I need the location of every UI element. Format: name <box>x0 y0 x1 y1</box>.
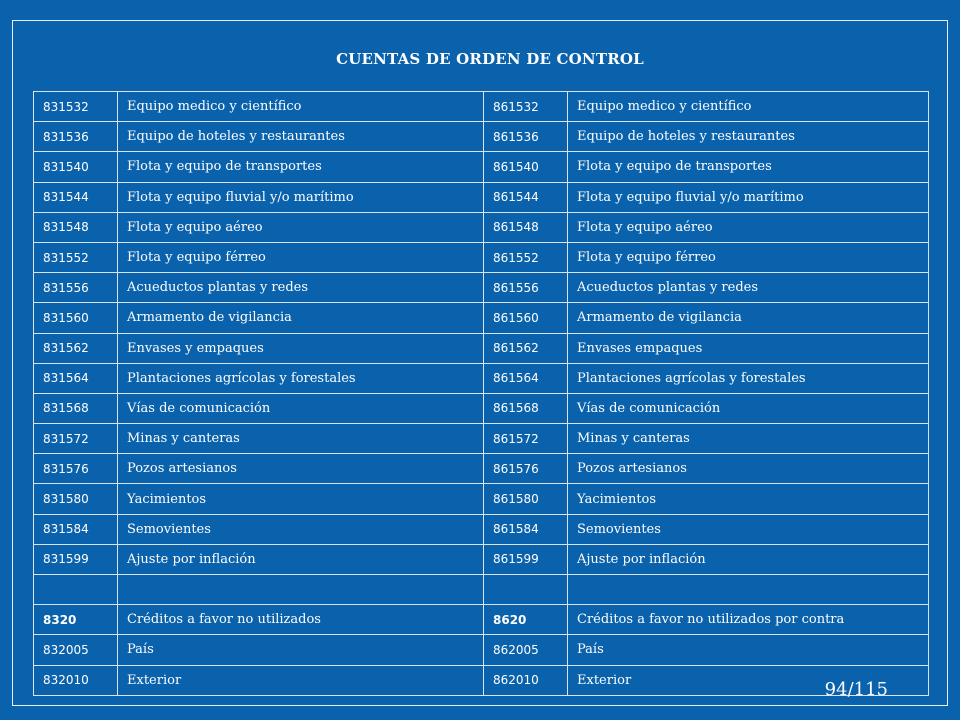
contra-account-description-cell: Flota y equipo férreo <box>568 242 929 272</box>
page-title: CUENTAS DE ORDEN DE CONTROL <box>336 50 644 68</box>
contra-account-code-cell: 861544 <box>484 182 568 212</box>
account-code-cell: 831552 <box>34 242 118 272</box>
table-row <box>34 665 929 695</box>
account-code-cell: 831568 <box>34 393 118 423</box>
contra-account-description-cell: Ajuste por inflación <box>568 544 929 574</box>
table-row <box>34 333 929 363</box>
account-description-cell: Vías de comunicación <box>118 393 484 423</box>
account-code-cell: 832005 <box>34 635 118 665</box>
contra-account-description-cell: Acueductos plantas y redes <box>568 273 929 303</box>
account-description-cell: Exterior <box>118 665 484 695</box>
account-code-cell <box>34 575 118 605</box>
contra-account-code-cell: 861568 <box>484 393 568 423</box>
account-description-cell: Ajuste por inflación <box>118 544 484 574</box>
account-code-cell: 831599 <box>34 544 118 574</box>
account-code-cell: 831562 <box>34 333 118 363</box>
contra-account-description-cell: País <box>568 635 929 665</box>
account-code-cell: 831544 <box>34 182 118 212</box>
account-description-cell: Flota y equipo férreo <box>118 242 484 272</box>
account-description-cell: Pozos artesianos <box>118 454 484 484</box>
account-description-cell: Equipo de hoteles y restaurantes <box>118 122 484 152</box>
accounts-table <box>33 91 929 696</box>
accounts-table-body <box>34 92 929 696</box>
account-description-cell: Plantaciones agrícolas y forestales <box>118 363 484 393</box>
contra-account-description-cell: Flota y equipo aéreo <box>568 212 929 242</box>
page-number: 94/115 <box>824 679 888 700</box>
contra-account-code-cell: 862010 <box>484 665 568 695</box>
contra-account-code-cell: 861548 <box>484 212 568 242</box>
contra-account-description-cell: Vías de comunicación <box>568 393 929 423</box>
table-row <box>34 273 929 303</box>
contra-account-description-cell: Equipo de hoteles y restaurantes <box>568 122 929 152</box>
contra-account-description-cell: Flota y equipo de transportes <box>568 152 929 182</box>
account-code-cell: 831572 <box>34 424 118 454</box>
contra-account-description-cell: Exterior <box>568 665 929 695</box>
contra-account-code-cell: 861572 <box>484 424 568 454</box>
contra-account-code-cell: 8620 <box>484 605 568 635</box>
contra-account-code-cell: 861556 <box>484 273 568 303</box>
table-row <box>34 152 929 182</box>
contra-account-code-cell: 861532 <box>484 92 568 122</box>
contra-account-description-cell: Envases empaques <box>568 333 929 363</box>
account-description-cell <box>118 575 484 605</box>
table-row <box>34 454 929 484</box>
contra-account-description-cell: Equipo medico y científico <box>568 92 929 122</box>
contra-account-description-cell: Flota y equipo fluvial y/o marítimo <box>568 182 929 212</box>
table-row <box>34 182 929 212</box>
contra-account-code-cell: 861540 <box>484 152 568 182</box>
contra-account-code-cell: 861560 <box>484 303 568 333</box>
account-code-cell: 831532 <box>34 92 118 122</box>
contra-account-code-cell: 861562 <box>484 333 568 363</box>
table-row <box>34 635 929 665</box>
account-code-cell: 831560 <box>34 303 118 333</box>
contra-account-code-cell: 861536 <box>484 122 568 152</box>
account-description-cell: Flota y equipo fluvial y/o marítimo <box>118 182 484 212</box>
contra-account-code-cell: 861584 <box>484 514 568 544</box>
table-row <box>34 575 929 605</box>
table-row <box>34 92 929 122</box>
table-row <box>34 212 929 242</box>
table-row <box>34 393 929 423</box>
table-row <box>34 544 929 574</box>
account-description-cell: Equipo medico y científico <box>118 92 484 122</box>
account-code-cell: 832010 <box>34 665 118 695</box>
table-row <box>34 514 929 544</box>
table-row <box>34 424 929 454</box>
account-description-cell: Yacimientos <box>118 484 484 514</box>
table-row <box>34 242 929 272</box>
account-code-cell: 831556 <box>34 273 118 303</box>
contra-account-description-cell: Minas y canteras <box>568 424 929 454</box>
contra-account-code-cell: 861564 <box>484 363 568 393</box>
contra-account-description-cell: Armamento de vigilancia <box>568 303 929 333</box>
contra-account-description-cell: Yacimientos <box>568 484 929 514</box>
table-row <box>34 484 929 514</box>
account-code-cell: 831564 <box>34 363 118 393</box>
account-code-cell: 831536 <box>34 122 118 152</box>
account-code-cell: 831584 <box>34 514 118 544</box>
account-description-cell: Flota y equipo de transportes <box>118 152 484 182</box>
contra-account-code-cell: 861599 <box>484 544 568 574</box>
account-description-cell: Acueductos plantas y redes <box>118 273 484 303</box>
account-description-cell: Créditos a favor no utilizados <box>118 605 484 635</box>
account-code-cell: 831580 <box>34 484 118 514</box>
account-code-cell: 831548 <box>34 212 118 242</box>
table-row <box>34 605 929 635</box>
account-code-cell: 831576 <box>34 454 118 484</box>
contra-account-code-cell: 861580 <box>484 484 568 514</box>
contra-account-description-cell: Plantaciones agrícolas y forestales <box>568 363 929 393</box>
account-code-cell: 831540 <box>34 152 118 182</box>
account-description-cell: País <box>118 635 484 665</box>
account-code-cell: 8320 <box>34 605 118 635</box>
contra-account-code-cell: 861552 <box>484 242 568 272</box>
contra-account-code-cell: 862005 <box>484 635 568 665</box>
table-row <box>34 303 929 333</box>
account-description-cell: Minas y canteras <box>118 424 484 454</box>
account-description-cell: Flota y equipo aéreo <box>118 212 484 242</box>
contra-account-description-cell: Semovientes <box>568 514 929 544</box>
contra-account-description-cell: Pozos artesianos <box>568 454 929 484</box>
table-row <box>34 363 929 393</box>
account-description-cell: Armamento de vigilancia <box>118 303 484 333</box>
contra-account-code-cell <box>484 575 568 605</box>
contra-account-description-cell <box>568 575 929 605</box>
contra-account-code-cell: 861576 <box>484 454 568 484</box>
account-description-cell: Envases y empaques <box>118 333 484 363</box>
table-row <box>34 122 929 152</box>
account-description-cell: Semovientes <box>118 514 484 544</box>
contra-account-description-cell: Créditos a favor no utilizados por contra <box>568 605 929 635</box>
